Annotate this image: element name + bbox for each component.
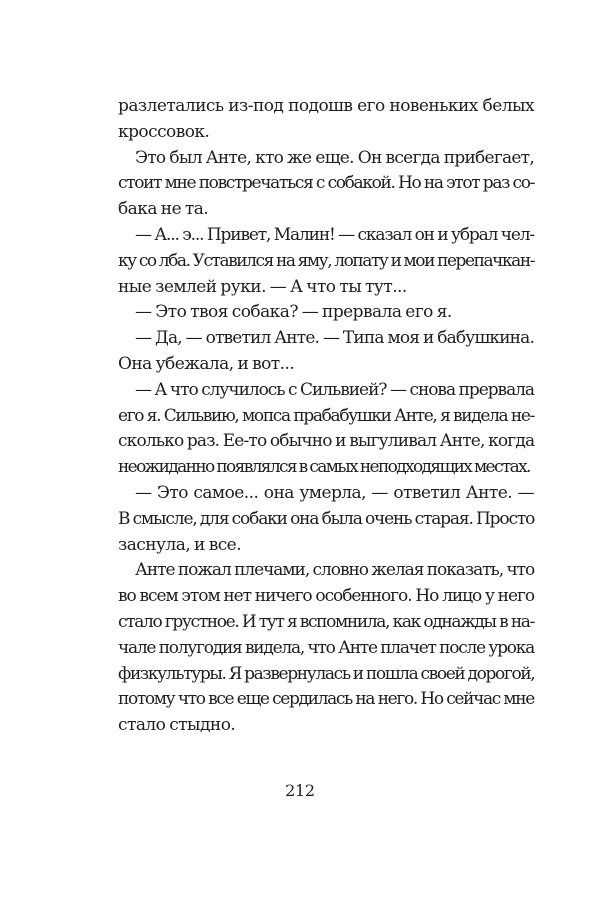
text-line: потому что все еще сердилась на него. Но сейчас мне (118, 689, 534, 710)
text-line: — Это самое... она умерла, — ответил Анте. — (135, 482, 534, 503)
text-line: кроссовок. (118, 121, 210, 142)
text-line: Анте пожал плечами, словно желая показать, что (135, 560, 535, 581)
text-line: стало стыдно. (118, 715, 236, 736)
text-line: В смысле, для собаки она была очень старая. Просто (118, 508, 535, 529)
text-line: во всем этом нет ничего особенного. Но лицо у него (118, 586, 534, 607)
text-line: — Да, — ответил Анте. — Типа моя и бабушкина. (135, 328, 534, 349)
text-line: ные землей руки. — А что ты тут... (118, 276, 407, 297)
page-number: 212 (285, 781, 315, 800)
text-line: ку со лба. Уставился на яму, лопату и мои перепачкан- (118, 250, 534, 271)
text-line: Она убежала, и вот... (118, 353, 295, 374)
text-line: чале полугодия видела, что Анте плачет после урока (118, 637, 534, 658)
text-line: стоит мне повстречаться с собакой. Но на этот раз со- (118, 173, 534, 194)
text-line: — А что случилось с Сильвией? — снова прервала (135, 379, 534, 400)
body-text (118, 94, 534, 739)
text-line: Это был Анте, кто же еще. Он всегда прибегает, (135, 147, 534, 168)
text-line: заснула, и все. (118, 534, 242, 555)
text-line: сколько раз. Ее-то обычно и выгуливал Анте, когда (118, 431, 535, 452)
text-line: физкультуры. Я развернулась и пошла своей дорогой, (118, 663, 535, 684)
text-line: — А... э... Привет, Малин! — сказал он и убрал чел- (135, 224, 534, 245)
text-line: его я. Сильвию, мопса прабабушки Анте, я видела не- (118, 405, 534, 426)
text-line: неожиданно появлялся в самых неподходящих местах. (118, 457, 530, 478)
text-line: — Это твоя собака? — прервала его я. (135, 302, 452, 323)
text-line: бака не та. (118, 199, 209, 220)
text-line: разлетались из-под подошв его новеньких белых (118, 96, 534, 116)
text-line: стало грустное. И тут я вспомнила, как однажды в на- (118, 611, 534, 632)
